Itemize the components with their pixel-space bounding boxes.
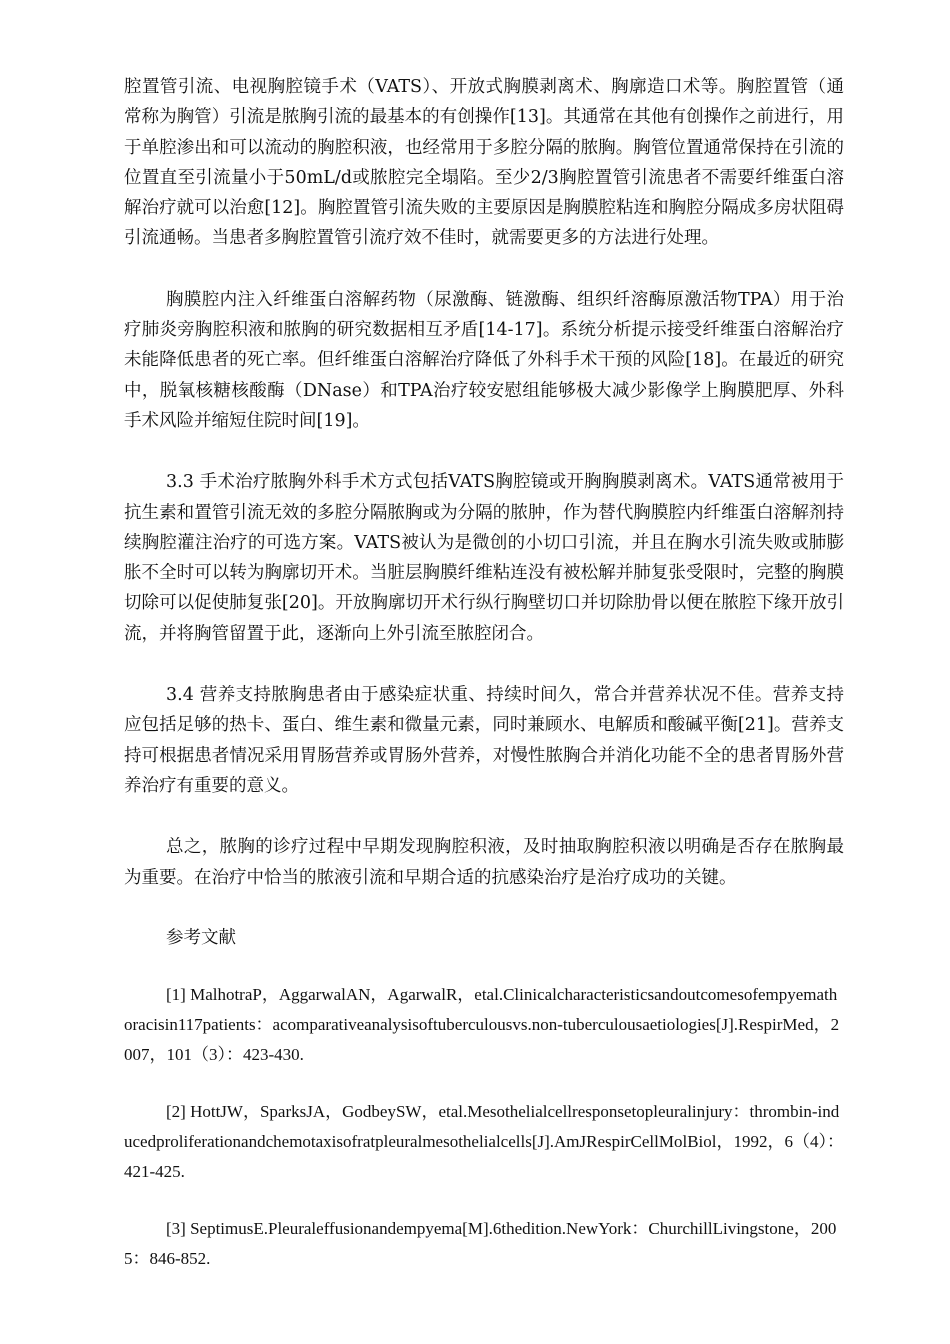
paragraph-surgery: 3.3 手术治疗脓胸外科手术方式包括VATS胸腔镜或开胸胸膜剥离术。VATS通常被用于抗生素和置管引流无效的多腔分隔脓胸或为分隔的脓肿，作为替代胸膜腔内纤维蛋白溶解剂持续胸腔灌注治疗的可选方案。VATS被认为是微创的小切口引流，并且在胸水引流失败或肺膨胀不全时可以转为胸廓切开术。当脏层胸膜纤维粘连没有被松解并肺复张受限时，完整的胸膜切除可以促使肺复张[20]。开放胸廓切开术行纵行胸壁切口并切除肋骨以便在脓腔下缘开放引流，并将胸管留置于此，逐渐向上外引流至脓腔闭合。 xyxy=(124,472,844,644)
references-heading: 参考文献 xyxy=(166,927,236,948)
paragraph-fibrinolysis: 胸膜腔内注入纤维蛋白溶解药物（尿激酶、链激酶、组织纤溶酶原激活物TPA）用于治疗肺炎旁胸腔积液和脓胸的研究数据相互矛盾[14-17]。系统分析提示接受纤维蛋白溶解治疗未能降低患者的死亡率。但纤维蛋白溶解治疗降低了外科手术干预的风险[18]。在最近的研究中，脱氧核糖核酸酶（DNase）和TPA治疗较安慰组能够极大减少影像学上胸膜肥厚、外科手术风险并缩短住院时间[19]。 xyxy=(124,289,844,431)
paragraph-drainage: 腔置管引流、电视胸腔镜手术（VATS）、开放式胸膜剥离术、胸廓造口术等。胸腔置管（通常称为胸管）引流是脓胸引流的最基本的有创操作[13]。其通常在其他有创操作之前进行，用于单腔渗出和可以流动的胸腔积液，也经常用于多腔分隔的脓胸。胸管位置通常保持在引流的位置直至引流量小于50mL/d或脓腔完全塌陷。至少2/3胸腔置管引流患者不需要纤维蛋白溶解治疗就可以治愈[12]。胸腔置管引流失败的主要原因是胸膜腔粘连和胸腔分隔成多房状阻碍引流通畅。当患者多胸腔置管引流疗效不佳时，就需要更多的方法进行处理。 xyxy=(124,77,844,249)
paragraph-conclusion: 总之，脓胸的诊疗过程中早期发现胸腔积液，及时抽取胸腔积液以明确是否存在脓胸最为重要。在治疗中恰当的脓液引流和早期合适的抗感染治疗是治疗成功的关键。 xyxy=(124,837,844,888)
reference-item: [2] HottJW，SparksJA，GodbeySW，etal.Mesothelialcellresponsetopleuralinjury：thrombin-inducedproliferationandchemotaxisofratpleuralmesothelialcells[J].AmJRespirCellMolBiol，1992，6（4）：421-425. xyxy=(124,1101,844,1181)
reference-item: [3] SeptimusE.Pleuraleffusionandempyema[M].6thedition.NewYork：ChurchillLivingstone，2005：846-852. xyxy=(124,1218,837,1268)
reference-item: [1] MalhotraP，AggarwalAN，AgarwalR，etal.Clinicalcharacteristicsandoutcomesofempyemathoracisin117patients：acomparativeanalysisoftuberculousvs.non-tuberculousaetiologies[J].RespirMed，2007，101（3）：423-430. xyxy=(124,984,840,1064)
document-page xyxy=(124,72,844,1274)
paragraph-nutrition: 3.4 营养支持脓胸患者由于感染症状重、持续时间久，常合并营养状况不佳。营养支持应包括足够的热卡、蛋白、维生素和微量元素，同时兼顾水、电解质和酸碱平衡[21]。营养支持可根据患者情况采用胃肠营养或胃肠外营养，对慢性脓胸合并消化功能不全的患者胃肠外营养治疗有重要的意义。 xyxy=(124,685,844,796)
